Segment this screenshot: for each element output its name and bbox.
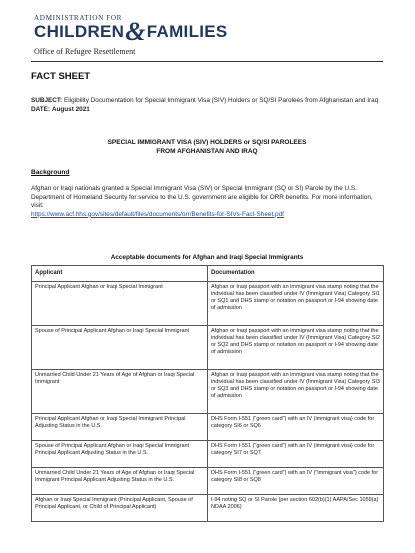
background-text: Afghan or Iraqi nationals granted a Special Immigrant Visa (SIV) or Special Immigrant (SQ or SI) Parole by the U.S. Department of Homeland Security for service to the U.S. government are eligible for ORR benefits. For more information, visit:: [31, 185, 373, 210]
applicant-cell: Principal Applicant Afghan or Iraqi Special Immigrant: [32, 282, 208, 326]
subject-text: Eligibility Documentation for Special Immigrant Visa (SIV) Holders or SQ/SI Parolees from Afghanistan and Iraq: [64, 97, 379, 104]
background-paragraph: [31, 185, 383, 219]
documentation-cell: Afghan or Iraqi passport with an immigrant visa stamp noting that the individual has been classified under IV (Immigrant Visa) Category SI3 or SQ3 and DHS stamp or notation on passport or I-94 showing date of admission: [208, 370, 384, 414]
table-header-row: [32, 266, 384, 282]
date-line: [31, 106, 383, 115]
logo-children: CHILDREN: [34, 22, 125, 41]
page-title: FACT SHEET: [31, 71, 91, 82]
header-documentation: Documentation: [208, 266, 384, 282]
documents-table: [31, 265, 384, 522]
table-row: [32, 468, 384, 495]
section-heading: [31, 138, 383, 156]
table-title: Acceptable documents for Afghan and Iraqi Special Immigrants: [110, 254, 304, 261]
header-applicant: Applicant: [32, 266, 208, 282]
table-row: [32, 370, 384, 414]
acf-logo: [34, 14, 234, 62]
logo-families: FAMILIES: [146, 22, 228, 41]
header-divider: [31, 61, 383, 62]
section-heading-line-2: FROM AFGHANISTAN AND IRAQ: [156, 148, 258, 155]
section-heading-line-1: SPECIAL IMMIGRANT VISA (SIV) HOLDERS or SQ/SI PAROLEES: [107, 139, 307, 146]
benefits-fact-sheet-link[interactable]: https://www.acf.hhs.gov/sites/default/files/documents/orr/Benefits-for-SIVs-Fact-Sheet.pdf: [31, 210, 284, 218]
applicant-cell: Spouse of Principal Applicant Afghan or Iraqi Special Immigrant: [32, 326, 208, 370]
table-row: [32, 441, 384, 468]
table-row: [32, 495, 384, 522]
applicant-cell: Principal Applicant Afghan or Iraqi Special Immigrant Principal Adjusting Status in the U.S.: [32, 414, 208, 441]
documentation-cell: DHS Form I-551 ("green card") with an IV ("immigrant visa") code for category SI8 or SQ8: [208, 468, 384, 495]
documentation-cell: Afghan or Iraqi passport with an immigrant visa stamp noting that the individual has been classified under IV (Immigrant Visa) Category SI1 or SQ1 and DHS stamp or notation on passport or I-94 showing date of admission: [208, 282, 384, 326]
date-text: August 2021: [51, 105, 90, 113]
documentation-cell: DHS Form I-551 ("green card") with an IV (immigrant visa) code for category SI6 or SQ6: [208, 414, 384, 441]
table-row: [32, 414, 384, 441]
subject-line: [31, 97, 383, 106]
subject-block: [31, 97, 383, 114]
logo-ampersand: &: [125, 17, 146, 46]
applicant-cell: Spouse of Principal Applicant Afghan or Iraqi Special Immigrant Principal Applicant Adjusting Status in the U.S.: [32, 441, 208, 468]
background-heading: Background: [31, 169, 70, 176]
date-label: DATE:: [31, 105, 51, 113]
table-row: [32, 282, 384, 326]
logo-agency-top: ADMINISTRATION FOR: [34, 14, 123, 22]
logo-office: Office of Refugee Resettlement: [34, 47, 136, 56]
applicant-cell: Afghan or Iraqi Special Immigrant (Principal Applicant, Spouse of Principal Applicant, or Child of Principal Applicant): [32, 495, 208, 522]
documentation-cell: Afghan or Iraqi passport with an immigrant visa stamp noting that the individual has been classified under IV (Immigrant Visa) Category SI2 or SQ2 and DHS stamp or notation on passport or I-94 showing date of admission: [208, 326, 384, 370]
subject-label: SUBJECT:: [31, 97, 63, 104]
applicant-cell: Unmarried Child Under 21 Years of Age of Afghan or Iraqi Special Immigrant: [32, 370, 208, 414]
applicant-cell: Unmarried Child Under 21 Years of Age of Afghan or Iraqi Special Immigrant Principal Applicant Adjusting Status in the U.S.: [32, 468, 208, 495]
documentation-cell: DHS Form I-551 ("green card") with an IV (immigrant visa) code for category SI7 or SQ7: [208, 441, 384, 468]
table-row: [32, 326, 384, 370]
documentation-cell: I-94 noting SQ or SI Parole (per section 602(b)(1) AAPA/Sec 1059(a) NDAA 2006): [208, 495, 384, 522]
